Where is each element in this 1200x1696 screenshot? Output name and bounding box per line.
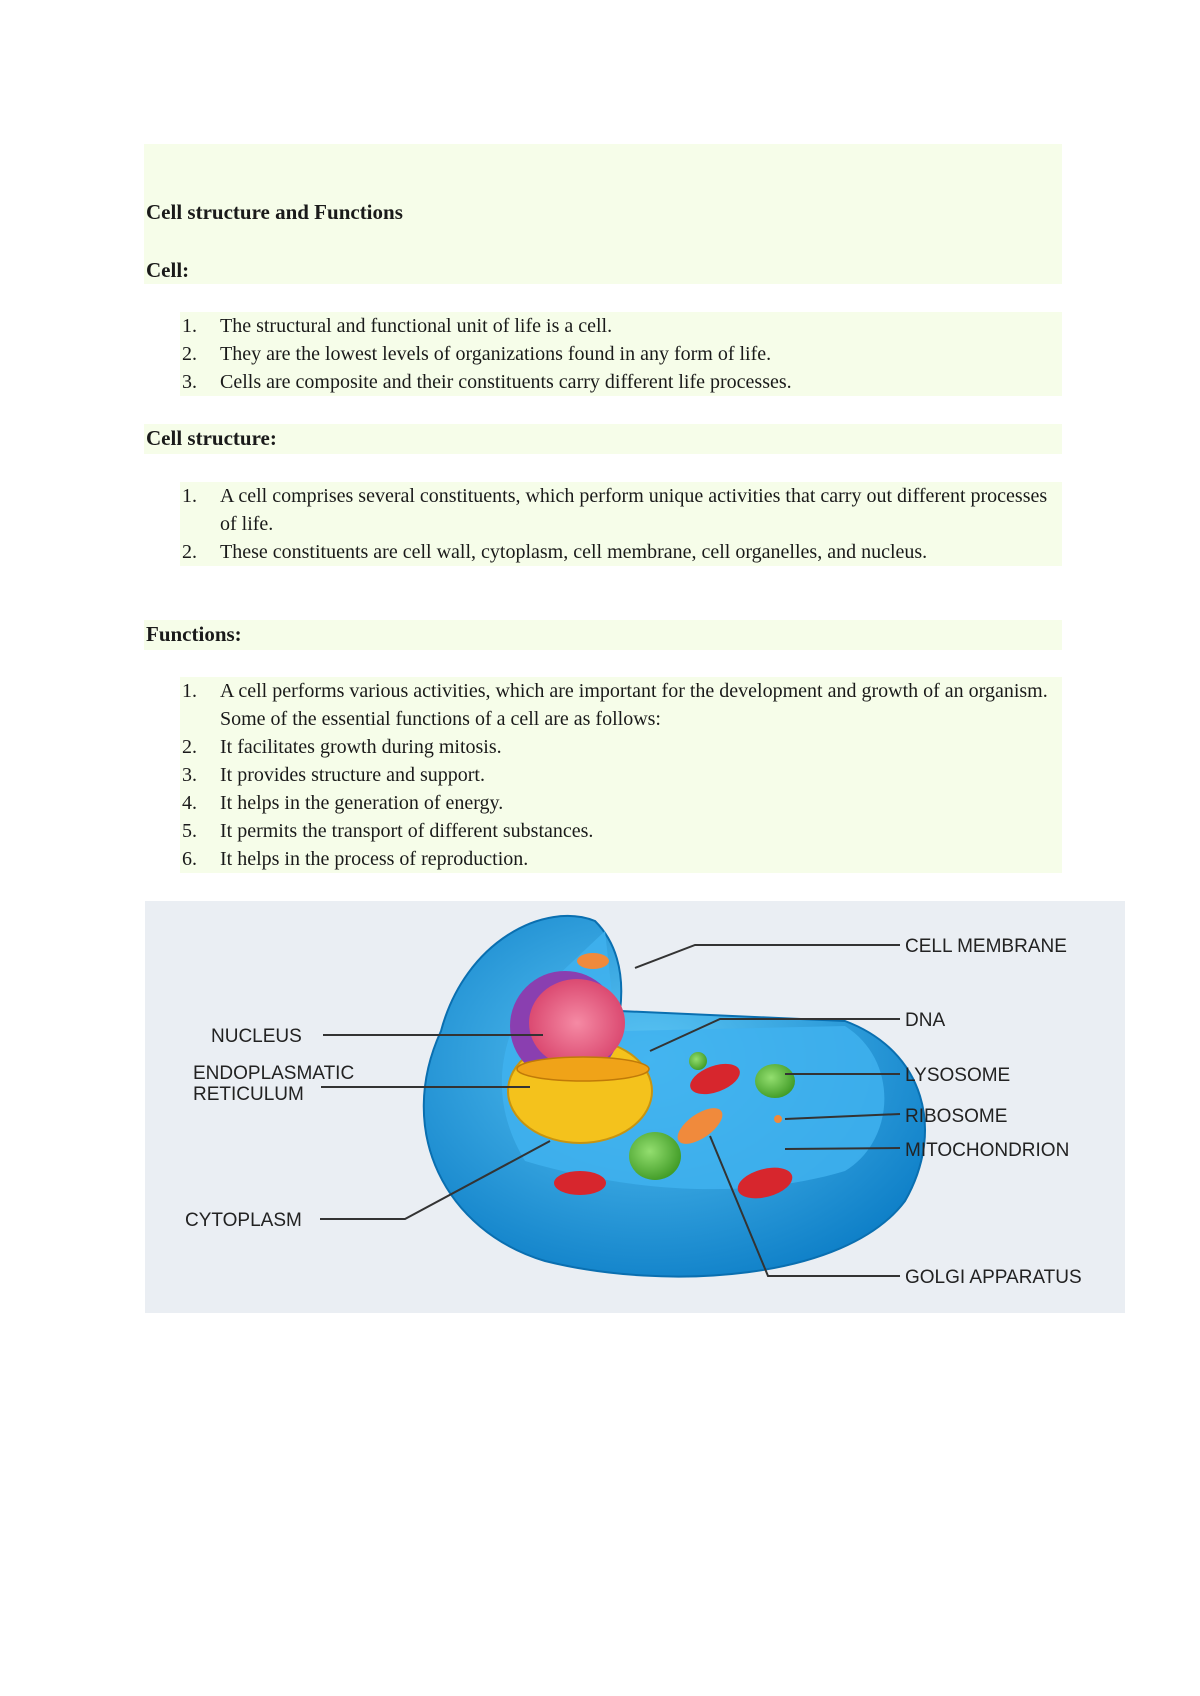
list-item: 2. They are the lowest levels of organizations found in any form of life. [182, 343, 772, 365]
list-item: 1. The structural and functional unit of life is a cell. [182, 315, 613, 337]
label-endoplasmatic: ENDOPLASMATIC [193, 1063, 355, 1084]
label-nucleus: NUCLEUS [211, 1026, 302, 1047]
list-item: 3. It provides structure and support. [182, 764, 485, 786]
list-item: 2. These constituents are cell wall, cytoplasm, cell membrane, cell organelles, and nucleus. [182, 541, 928, 563]
nucleus-ring [517, 1057, 649, 1081]
list-item: 2. It facilitates growth during mitosis. [182, 736, 502, 758]
label-ribosome: RIBOSOME [905, 1106, 1008, 1127]
leader-mitochondrion [785, 1148, 900, 1149]
functions-list [180, 677, 1062, 873]
nucleus-inner [529, 979, 625, 1067]
list-item: 3. Cells are composite and their constituents carry different life processes. [182, 371, 792, 393]
list-item: 5. It permits the transport of different substances. [182, 820, 594, 842]
section-heading-functions: Functions: [146, 622, 242, 646]
list-item: 4. It helps in the generation of energy. [182, 792, 504, 814]
leader-cell-membrane [635, 945, 900, 968]
lysosome-shape [755, 1064, 795, 1098]
title-block [144, 144, 1062, 284]
label-dna: DNA [905, 1010, 946, 1031]
lysosome-small [689, 1052, 707, 1070]
list-item: 6. It helps in the process of reproduction. [182, 848, 529, 870]
label-mitochondrion: MITOCHONDRION [905, 1140, 1070, 1161]
section-heading-cell-structure: Cell structure: [146, 426, 277, 450]
label-reticulum: RETICULUM [193, 1084, 304, 1105]
ribosome-dot [774, 1115, 782, 1123]
lysosome-shape-2 [629, 1132, 681, 1180]
label-cytoplasm: CYTOPLASM [185, 1210, 302, 1231]
label-lysosome: LYSOSOME [905, 1065, 1011, 1086]
mitochondrion-shape-3 [554, 1171, 606, 1195]
cell-list [180, 312, 1062, 396]
cell-diagram-svg [145, 901, 1125, 1313]
cell-structure-list [180, 482, 1062, 566]
list-item: 1. A cell performs various activities, which are important for the development and growth of an organism. Some of the essential functions of a cell are as follows: [182, 680, 1048, 730]
section-heading-cell: Cell: [146, 258, 190, 282]
section-heading-block [144, 424, 1062, 454]
section-heading-block [144, 620, 1062, 650]
cell-diagram [145, 901, 1125, 1313]
label-cell-membrane: CELL MEMBRANE [905, 936, 1067, 957]
label-golgi-apparatus: GOLGI APPARATUS [905, 1267, 1082, 1288]
golgi-top [577, 953, 609, 969]
document-title: Cell structure and Functions [146, 200, 403, 224]
list-item: 1. A cell comprises several constituents, which perform unique activities that carry out different processes of life. [182, 485, 1048, 535]
